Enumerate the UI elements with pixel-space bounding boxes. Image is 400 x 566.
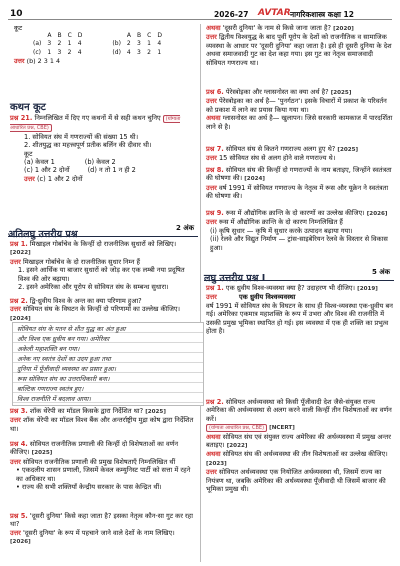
answer-text: पेरेस्त्रोइका का अर्थ है— 'पुनर्गठन'। इसके विचारों में प्रकाश के परिवर्तन को प्रकाश में लाने का प्रयास किया गया था। [206, 97, 387, 114]
question-text: सोवियत संघ की किन्हीं दो गणराज्यों के नाम बताइए, जिन्होंने स्वतंत्रता की घोषणा की। [206, 166, 392, 183]
code-head-d: D [77, 32, 83, 40]
question-year: [2023] [206, 460, 227, 467]
handwritten-line: बाल्टिक गणराज्य स्वतंत्र हुए। [17, 385, 84, 393]
question-text: एक ध्रुवीय विश्व-व्यवस्था क्या है? उदाहरण भी दीजिए। [225, 284, 356, 292]
option-value: 4 [157, 40, 162, 48]
answer-text: द्वितीय विश्वयुद्ध के बाद पूर्वी यूरोप के देशों को राजनीतिक व सामाजिक व्यवस्था के आधार पर 'दूसरी दुनिया' कहा जाता है। इसे ही दूसरी दुनिया के देश अथवा समाजवादी गुट का देश कहा गया। इस गुट का नेतृत्व समाजवादी सोवियत गणराज्य था। [206, 33, 392, 67]
option-value: 2 [67, 48, 72, 56]
question-5 [10, 512, 196, 547]
question-year: [2024] [10, 315, 31, 322]
handwritten-line: दुनिया में पूँजीवादी व्यवस्था का प्रसार हुआ। [17, 365, 116, 373]
code-row [30, 49, 165, 57]
answer-bullet: • राज्य की सभी शक्तियाँ केन्द्रीय सरकार के पास केन्द्रित थीं। [16, 483, 162, 492]
answer-label: उत्तर [24, 174, 35, 183]
or-label: अथवा [206, 450, 221, 459]
code-head-a: A [47, 32, 52, 40]
question-3 [10, 407, 196, 433]
question-year: [NCERT] [269, 425, 295, 432]
answer-text: (b) 2 3 1 4 [26, 56, 61, 65]
question-year: [2026] [366, 211, 388, 217]
handwritten-line: रूस सोवियत संघ का उत्तराधिकारी बना। [17, 375, 110, 383]
question-year: [2026] [10, 539, 31, 546]
question-number: प्रश्न 9. [206, 209, 224, 217]
code-head-c2: C [147, 32, 152, 40]
question-1b [206, 284, 394, 335]
option-label: (d) [112, 48, 121, 56]
answer-label: उत्तर [10, 457, 21, 466]
option-label: (c) [33, 48, 41, 56]
option-label: (a) [33, 40, 42, 48]
question-text: सोवियत संघ से कितने गणराज्य अलग हुए थे? [225, 145, 336, 153]
section-banner [204, 266, 394, 284]
question-number: प्रश्न 21. [10, 114, 33, 122]
option-value: 2 [126, 40, 131, 48]
header-year: 2026-27 [214, 10, 249, 19]
answer-text: रूस में औद्योगिक क्रान्ति के दो कारण निम्नलिखित हैं [218, 218, 343, 227]
question-year: [2025] [145, 409, 166, 415]
answer-text: सोवियत संघ के विघटन के किन्हीं दो परिणामों का उल्लेख कीजिए। [22, 305, 180, 314]
answer-label: उत्तर [14, 56, 25, 65]
question-text: 'दूसरी दुनिया' किसे कहा जाता है? इसका नेतृत्व कौन-सा गुट कर रहा था? [10, 512, 193, 529]
question-number: प्रश्न 8. [206, 166, 224, 174]
code-head-b2: B [137, 32, 142, 40]
option-c: (c) 1 और 2 दोनों [24, 166, 70, 175]
answer-label: उत्तर [10, 528, 21, 537]
question-8 [206, 166, 394, 201]
question-year: [2020] [333, 26, 354, 32]
option-value: 1 [67, 40, 72, 48]
section-marks: 5 अंक [371, 268, 390, 276]
answer-label: उत्तर [206, 218, 217, 227]
question-number: प्रश्न 1. [206, 284, 224, 292]
question-year: [2025] [337, 147, 359, 153]
question-text: द्वि-ध्रुवीय विश्व के अन्त का क्या परिणाम हुआ? [29, 297, 142, 305]
question-text: सोवियत अर्थव्यवस्था को किसी पूँजीवादी देश जैसे-संयुक्त राज्य अमेरिका की अर्थव्यवस्था से अलग करने वाली किन्हीं तीन विशेषताओं का वर्णन करें। [206, 398, 392, 423]
or-label: अथवा [206, 432, 221, 441]
option-value: 4 [126, 48, 131, 56]
question-number: प्रश्न 2. [10, 297, 28, 305]
answer-text: 'दूसरी दुनिया' के रूप में पहचाने जाने वाले देशों के नाम लिखिए। [22, 528, 175, 537]
question-year: [2024] [244, 176, 265, 183]
code-head-a2: A [126, 32, 132, 40]
answer-label: उत्तर [206, 468, 217, 477]
answer-label: उत्तर [206, 97, 217, 106]
code-head-d2: D [157, 32, 162, 40]
or-label: अथवा [206, 24, 221, 32]
question-number: प्रश्न 1. [10, 240, 28, 248]
option-value: 4 [77, 48, 82, 56]
question-4 [10, 440, 196, 491]
left-column [14, 24, 194, 65]
answer-point: 1. इसने आर्थिक या बाजार सुधारों को जोड़ कर एक लम्बी नया प्रदूषित विश्व की ओर बढ़ाया। [18, 266, 185, 283]
handwritten-answer [12, 322, 204, 406]
answer-text: सोवियत अर्थव्यवस्था एक नियोजित अर्थव्यवस्था थी, जिसमें राज्य का नियंत्रण था, जबकि अमेरिका की अर्थव्यवस्था पूँजीवादी थी जिसमें बाजार की भूमिका प्रमुख थी। [206, 468, 386, 494]
section-heading: अतिलघु उत्तरीय प्रश्न [8, 229, 78, 240]
question-text: सोवियत संघ एवं संयुक्त राज्य अमेरिका की अर्थव्यवस्था में प्रमुख अन्तर बताइए। [206, 432, 391, 450]
option-label: (b) [112, 40, 121, 48]
answer-point: (i) कृषि सुधार — कृषि में सुधार करके उत्पादन बढ़ाया गया। [210, 226, 353, 235]
header-subject: नागरिकशास्त्र कक्षा 12 [290, 10, 354, 19]
section-marks: 2 अंक [175, 224, 194, 232]
question-number: प्रश्न 5. [10, 512, 28, 520]
handwritten-line: और विश्व एक ध्रुवीय बन गया। अमेरिका [17, 335, 110, 343]
option-value: 1 [147, 40, 151, 48]
brand-logo: AVTAR [258, 8, 291, 18]
answer-label: उत्तर [206, 154, 217, 163]
answer-point: (ii) रेलवे और विद्युत निर्माण — ट्रांस-साइबेरियन रेलवे के विस्तार से विकास हुआ। [210, 235, 388, 252]
option-value: 4 [77, 40, 82, 48]
question-1 [10, 240, 196, 291]
option-value: 3 [47, 40, 52, 48]
code-label: कूट [24, 149, 33, 158]
question-text: शॉक थेरेपी का मॉडल किसके द्वारा निर्देशित था? [29, 407, 144, 415]
answer-text: 15 सोवियत संघ से अलग होने वाले गणराज्य थे। [218, 154, 336, 163]
answer-text: (c) 1 और 2 दोनों [36, 174, 83, 183]
code-head-b: B [57, 32, 62, 40]
question-text: मिखाइल गोर्बाचेव के किन्हीं दो राजनीतिक सुधारों को लिखिए। [29, 240, 177, 248]
answer-line [14, 57, 194, 65]
option-value: 2 [57, 40, 62, 48]
answer-text: मिखाइल गोर्बाचेव के दो राजनीतिक सुधार निम्न हैं [22, 257, 140, 266]
answer-label: उत्तर [206, 293, 217, 302]
option-d: (d) न तो 1 न ही 2 [87, 166, 136, 175]
handwritten-line: विश्व राजनीति में बदलाव आया। [17, 395, 91, 403]
option-value: 3 [137, 48, 141, 56]
option-value: 3 [57, 48, 62, 56]
question-9 [206, 209, 394, 252]
question-2 [10, 297, 196, 323]
question-number: प्रश्न 7. [206, 145, 224, 153]
statement-1: 1. सोवियत संघ में गणराज्यों की संख्या 15 थी। [24, 132, 139, 141]
question-text: सोवियत राजनीतिक प्रणाली की किन्हीं दो विशेषताओं का वर्णन कीजिए। [10, 440, 179, 457]
question-badge: (योग्यता आधारित प्रश्न, CBE) [206, 424, 267, 432]
header [0, 6, 400, 20]
handwritten-line: अनेक नए स्वतंत्र देशों का उदय हुआ तथा [17, 355, 111, 363]
code-row [30, 40, 165, 48]
question-text: 'दूसरी दुनिया' के नाम से किसे जाना जाता है? [222, 24, 331, 32]
question-2b [206, 398, 394, 493]
code-table [30, 32, 165, 57]
option-value: 2 [147, 48, 151, 56]
answer-subheading: एक ध्रुवीय विश्वव्यवस्था [238, 293, 296, 302]
answer-label: उत्तर [206, 33, 217, 42]
answer-text: शॉक थेरेपी का मॉडल विश्व बैंक और अन्तर्राष्ट्रीय मुद्रा कोष द्वारा निर्देशित था। [10, 416, 194, 433]
answer-label: उत्तर [10, 257, 21, 266]
question-year: [2022] [10, 250, 31, 257]
question-badge: (योग्यता आधारित प्रश्न, CBE) [10, 116, 181, 132]
answer-text: वर्ष 1991 में सोवियत संघ के विघटन के साथ ही विश्व-व्यवस्था एक-ध्रुवीय बन गई। अमेरिका एकमात्र महाशक्ति के रूप में उभरा और विश्व की राजनीति में उसकी प्रमुख भूमिका स्थापित हो गई। इस व्यवस्था में एक ही शक्ति का प्रभुत्व होता है। [206, 301, 393, 336]
section-banner [8, 222, 198, 240]
question-text: सोवियत संघ की अर्थव्यवस्था की तीन विशेषताओं का उल्लेख कीजिए। [222, 450, 388, 459]
code-head-c: C [67, 32, 72, 40]
question-year: [2025] [330, 90, 352, 96]
header-divider [8, 19, 392, 20]
question-year: [2022] [226, 443, 248, 450]
answer-text: सोवियत राजनीतिक प्रणाली की प्रमुख विशेषताएँ निम्नलिखित थीं [22, 457, 176, 466]
answer-text: वर्ष 1991 में सोवियत गणराज्य के नेतृत्व में रूस और यूक्रेन ने स्वतंत्रता की घोषणा की। [206, 183, 389, 201]
statement-2: 2. शीतयुद्ध का महत्त्वपूर्ण प्रतीक बर्लिन की दीवार थी। [24, 141, 152, 150]
option-a: (a) केवल 1 [24, 158, 55, 167]
question-number: प्रश्न 2. [206, 398, 224, 406]
question-year: [2025] [31, 450, 53, 457]
or-label: अथवा [206, 114, 221, 123]
question-7 [206, 145, 394, 163]
option-b: (b) केवल 2 [84, 158, 116, 167]
right-top-answer [206, 24, 394, 67]
answer-point: 2. इसने अमेरिका और यूरोप से सोवियत संघ के सम्बन्ध सुधारा। [18, 283, 169, 292]
question-21 [10, 114, 196, 183]
question-number: प्रश्न 6. [206, 88, 224, 96]
question-year: [2019] [357, 286, 378, 292]
question-6 [206, 88, 394, 131]
option-value: 1 [157, 48, 162, 56]
handwritten-line: अकेली महाशक्ति बन गया। [17, 345, 80, 353]
answer-label: उत्तर [10, 416, 21, 425]
question-number: प्रश्न 4. [10, 440, 28, 448]
question-text: निम्नलिखित में दिए गए कथनों में से सही कथन चुनिए [34, 114, 161, 122]
question-number: प्रश्न 3. [10, 407, 28, 415]
question-text: पेरेस्त्रोइका और ग्लासनोस्त का क्या अर्थ है? [225, 88, 329, 96]
code-label: कूट [14, 24, 23, 32]
handwritten-line: सोवियत संघ के पतन से शीत युद्ध का अंत हुआ [17, 325, 126, 333]
section-heading: लघु उत्तरीय प्रश्न I [204, 273, 266, 284]
answer-bullet: • एकदलीय शासन प्रणाली, जिसमें केवल कम्युनिस्ट पार्टी को सत्ता में रहने का अधिकार था। [16, 466, 191, 483]
answer-label: उत्तर [206, 183, 217, 192]
option-value: 3 [137, 40, 141, 48]
answer-text: ग्लासनोस्त का अर्थ है— खुलापन। जिसे सरकारी कामकाज में पारदर्शिता लाने से है। [206, 114, 393, 131]
section-title: कथन कूट [10, 102, 46, 113]
column-divider [200, 24, 201, 562]
question-text: रूस में औद्योगिक क्रान्ति के दो कारणों का उल्लेख कीजिए। [225, 209, 365, 217]
option-value: 1 [47, 48, 52, 56]
answer-label: उत्तर [10, 305, 21, 314]
page-number: 10 [10, 9, 23, 19]
